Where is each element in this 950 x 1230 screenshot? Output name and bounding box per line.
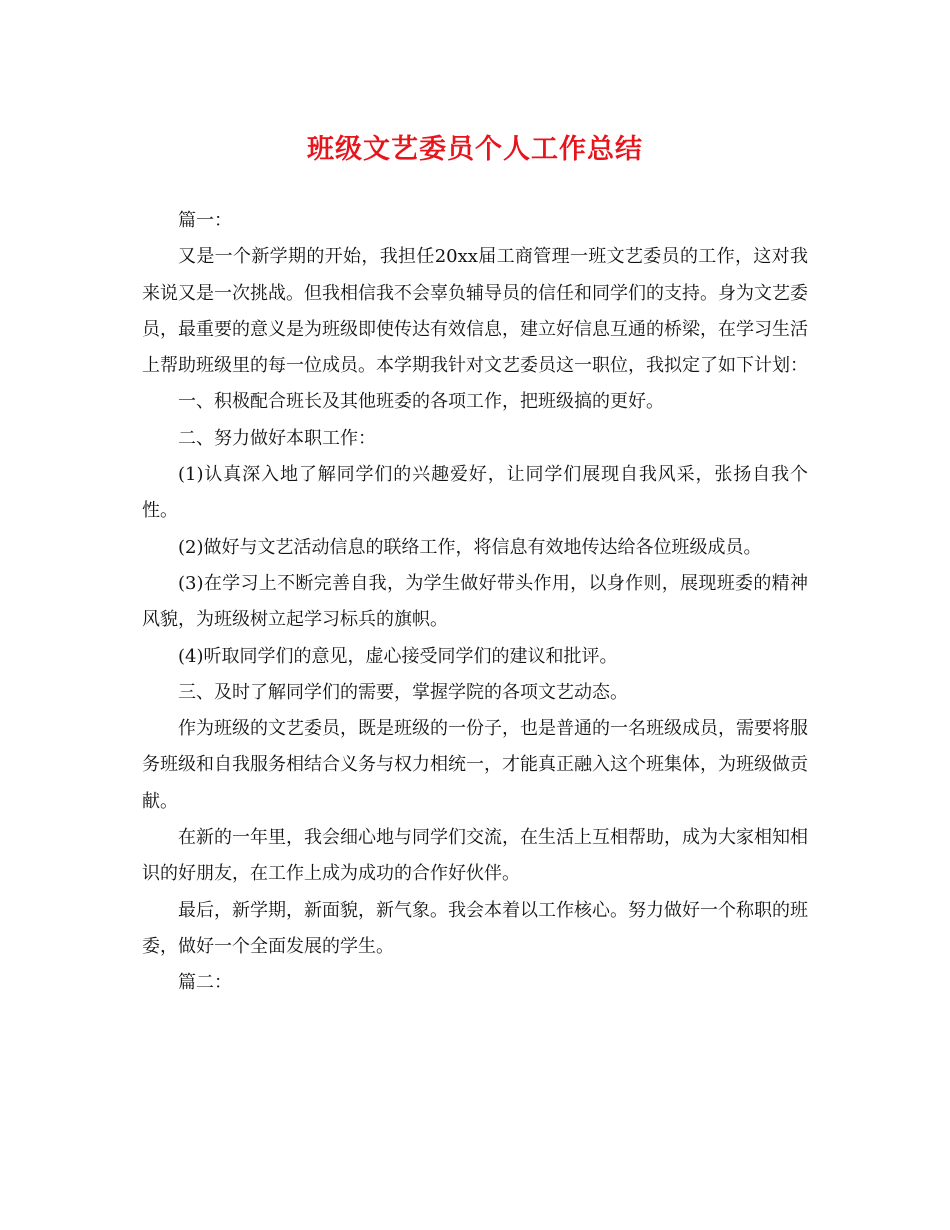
paragraph: (3)在学习上不断完善自我，为学生做好带头作用，以身作则，展现班委的精神风貌，为班级树立起学习标兵的旗帜。 [142,572,808,631]
section-heading-1: 篇一： [178,210,232,231]
paragraph: 三、及时了解同学们的需要，掌握学院的各项文艺动态。 [178,681,628,703]
paragraph: (2)做好与文艺活动信息的联络工作，将信息有效地传达给各位班级成员。 [178,536,762,558]
paragraph: 最后，新学期，新面貌，新气象。我会本着以工作核心。努力做好一个称职的班委，做好一个全面发展的学生。 [142,899,808,957]
document-body [142,203,808,1002]
section-heading-2: 篇二： [178,972,232,994]
paragraph: 一、积极配合班长及其他班委的各项工作，把班级搞的更好。 [178,391,664,413]
paragraph: 在新的一年里，我会细心地与同学们交流，在生活上互相帮助，成为大家相知相识的好朋友，在工作上成为成功的合作好伙伴。 [142,827,808,885]
document-title: 班级文艺委员个人工作总结 [307,134,643,165]
paragraph: (4)听取同学们的意见，虚心接受同学们的建议和批评。 [178,645,618,667]
paragraph: 作为班级的文艺委员，既是班级的一份子，也是普通的一名班级成员，需要将服务班级和自我服务相结合义务与权力相统一，才能真正融入这个班集体，为班级做贡献。 [142,718,808,812]
paragraph: 二、努力做好本职工作： [178,427,376,449]
paragraph: (1)认真深入地了解同学们的兴趣爱好，让同学们展现自我风采，张扬自我个性。 [142,464,808,522]
paragraph: 又是一个新学期的开始，我担任20xx届工商管理一班文艺委员的工作，这对我来说又是一次挑战。但我相信我不会辜负辅导员的信任和同学们的支持。身为文艺委员，最重要的意义是为班级即使传达有效信息，建立好信息互通的桥梁，在学习生活上帮助班级里的每一位成员。本学期我针对文艺委员这一职位，我拟定了如下计划： [142,246,808,377]
